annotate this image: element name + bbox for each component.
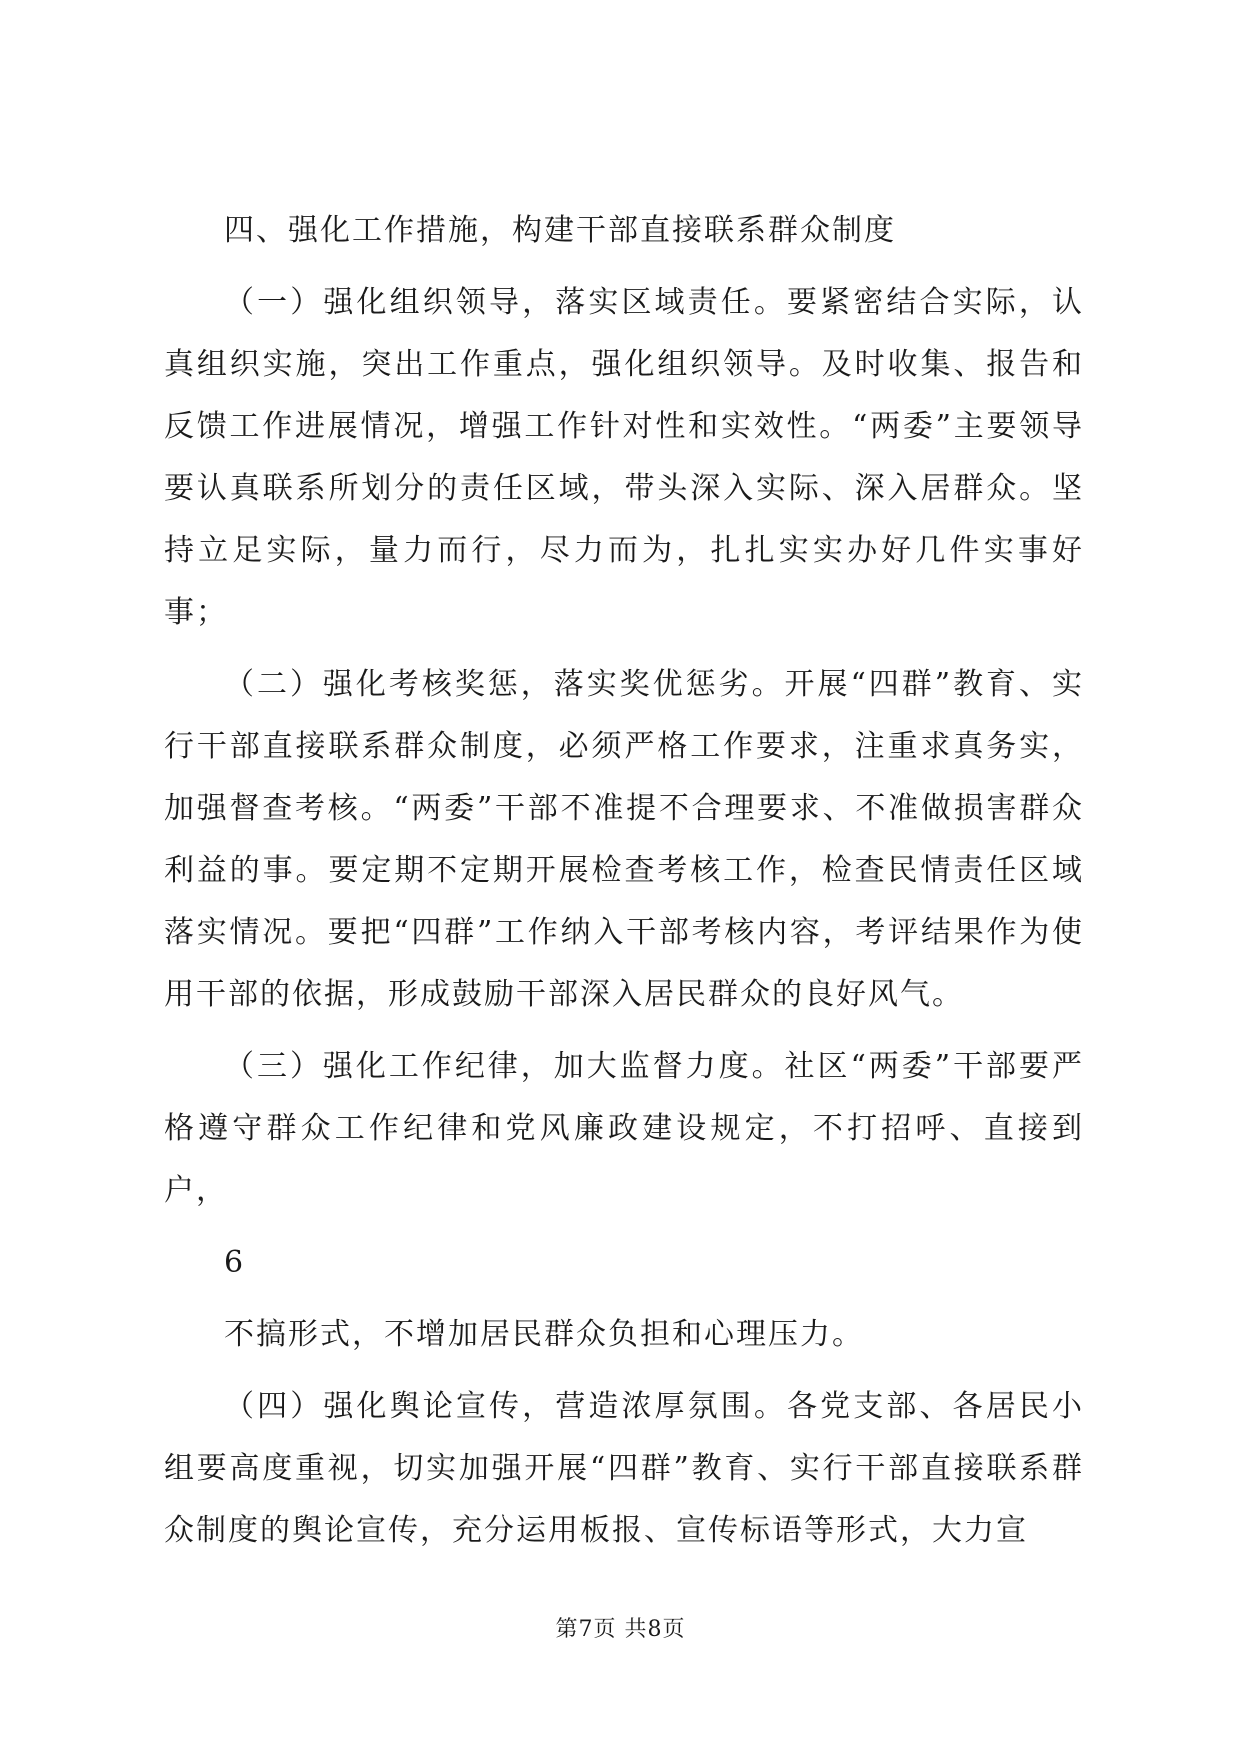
section-heading: 四、强化工作措施，构建干部直接联系群众制度: [224, 213, 896, 248]
paragraph-3: （三）强化工作纪律，加大监督力度。社区“两委”干部要严格遵守群众工作纪律和党风廉政建设规定，不打招呼、直接到户，: [164, 1049, 1084, 1208]
inline-page-number: 6: [224, 1245, 246, 1280]
page-footer: 第7页 共8页: [555, 1617, 686, 1642]
paragraph-5: （四）强化舆论宣传，营造浓厚氛围。各党支部、各居民小组要高度重视，切实加强开展“四群”教育、实行干部直接联系群众制度的舆论宣传，充分运用板报、宣传标语等形式，大力宣: [164, 1389, 1084, 1548]
paragraph-2: （二）强化考核奖惩，落实奖优惩劣。开展“四群”教育、实行干部直接联系群众制度，必须严格工作要求，注重求真务实，加强督查考核。“两委”干部不准提不合理要求、不准做损害群众利益的事。要定期不定期开展检查考核工作，检查民情责任区域落实情况。要把“四群”工作纳入干部考核内容，考评结果作为使用干部的依据，形成鼓励干部深入居民群众的良好风气。: [164, 667, 1084, 1012]
paragraph-1: （一）强化组织领导，落实区域责任。要紧密结合实际，认真组织实施，突出工作重点，强化组织领导。及时收集、报告和反馈工作进展情况，增强工作针对性和实效性。“两委”主要领导要认真联系所划分的责任区域，带头深入实际、深入居群众。坚持立足实际，量力而行，尽力而为，扎扎实实办好几件实事好事；: [164, 285, 1084, 630]
body-text: [164, 200, 1084, 1572]
paragraph-4: 不搞形式，不增加居民群众负担和心理压力。: [224, 1317, 864, 1352]
